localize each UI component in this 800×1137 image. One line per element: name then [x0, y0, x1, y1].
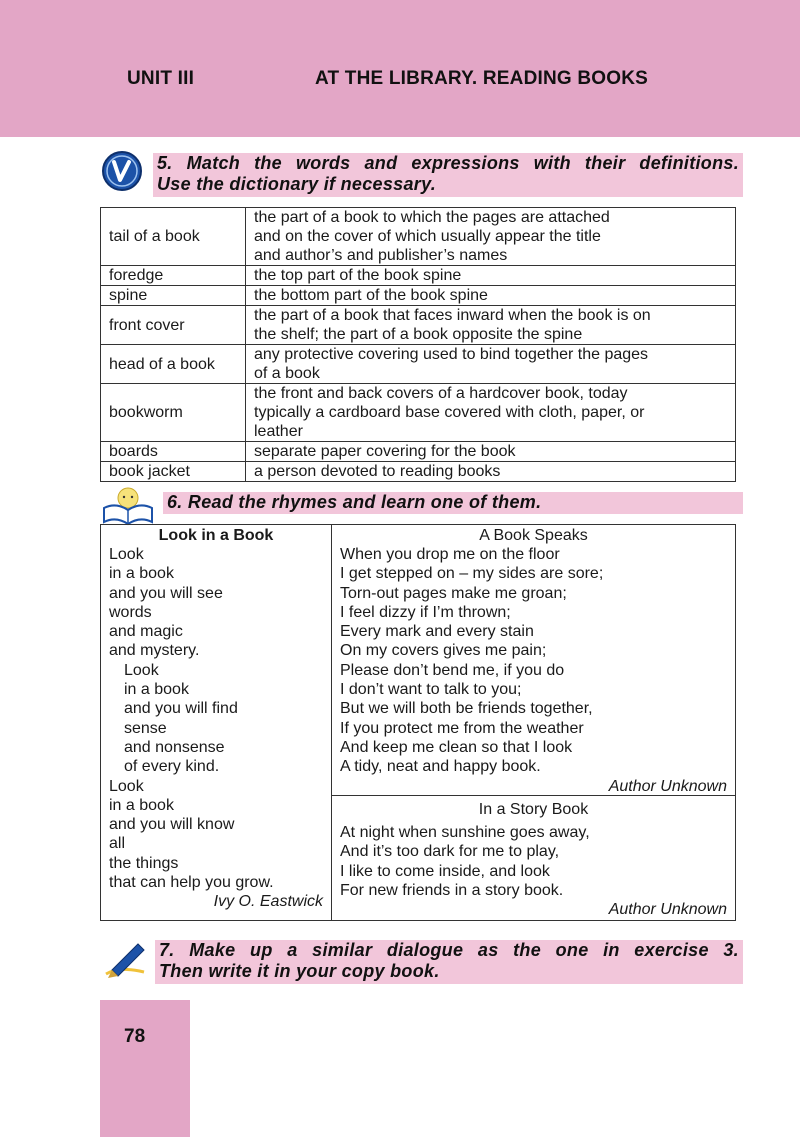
poem-line: and you will know [109, 816, 235, 834]
poem-line: Torn-out pages make me groan; [340, 584, 567, 602]
term-cell: boards [101, 442, 246, 462]
poem-line: of every kind. [124, 758, 220, 776]
footer-band [100, 1000, 190, 1137]
definition-line: of a book [254, 365, 320, 382]
unit-label: UNIT III [127, 68, 195, 89]
poem-3-lines [332, 823, 735, 900]
definition-line: typically a cardboard base covered with cloth, paper, or [254, 404, 645, 421]
definition-cell [246, 462, 736, 482]
task-5-line-1: 5. Match the words and expressions with their definitions. [157, 153, 739, 173]
term-cell: spine [101, 286, 246, 306]
table-row [101, 384, 736, 442]
definition-line: the bottom part of the book spine [254, 287, 488, 304]
definition-cell [246, 345, 736, 384]
term-cell: foredge [101, 266, 246, 286]
poem-line: When you drop me on the floor [340, 546, 560, 563]
poem-line: I like to come inside, and look [340, 862, 550, 880]
definition-cell [246, 384, 736, 442]
poem-line: the things [109, 854, 179, 872]
term-cell: bookworm [101, 384, 246, 442]
definition-cell [246, 286, 736, 306]
definition-line: the part of a book that faces inward when the book is on [254, 307, 651, 324]
poem-line: Look [124, 661, 159, 679]
poem-line: and nonsense [124, 738, 225, 756]
term-cell: tail of a book [101, 208, 246, 266]
poem-line: and mystery. [109, 642, 200, 660]
task-7-line-1: 7. Make up a similar dialogue as the one in exercise 3. [159, 940, 739, 960]
poem-line: And it’s too dark for me to play, [340, 843, 560, 861]
table-row [101, 462, 736, 482]
poem-line: Every mark and every stain [340, 623, 534, 641]
poem-1-title: Look in a Book [158, 527, 274, 544]
task-7-heading [155, 940, 743, 984]
definition-line: the top part of the book spine [254, 267, 462, 284]
poem-line: in a book [109, 565, 174, 583]
task-5-heading [153, 153, 743, 197]
definition-line: leather [254, 423, 303, 440]
poem-line: I get stepped on – my sides are sore; [340, 565, 604, 583]
task-7-line-2: Then write it in your copy book. [159, 961, 440, 981]
term-cell: front cover [101, 306, 246, 345]
poem-line: On my covers gives me pain; [340, 642, 547, 660]
task-5-line-2: Use the dictionary if necessary. [157, 174, 437, 194]
definition-line: the shelf; the part of a book opposite the spine [254, 326, 583, 343]
poem-line: I don’t want to talk to you; [340, 681, 522, 699]
poem-line: in a book [124, 681, 189, 699]
definition-line: the part of a book to which the pages are attached [254, 209, 610, 226]
term-cell: head of a book [101, 345, 246, 384]
task-6-heading [163, 492, 743, 514]
poem-line: in a book [109, 796, 174, 814]
definition-line: separate paper covering for the book [254, 443, 516, 460]
poem-line: and you will find [124, 700, 238, 718]
table-row [101, 286, 736, 306]
definition-cell [246, 266, 736, 286]
rhymes-table [100, 524, 736, 921]
poem-3-author: Author Unknown [608, 901, 727, 919]
page-number: 78 [124, 1026, 146, 1047]
pen-writing-icon [100, 940, 150, 980]
poem-line: Look [109, 546, 144, 563]
term-cell: book jacket [101, 462, 246, 482]
definition-cell [246, 442, 736, 462]
poem-line: For new friends in a story book. [340, 881, 564, 899]
poem-3-title: In a Story Book [478, 801, 589, 818]
definition-line: a person devoted to reading books [254, 463, 501, 480]
poem-1-author: Ivy O. Eastwick [213, 893, 323, 911]
poem-line: and you will see [109, 584, 223, 602]
poem-line: Look [109, 777, 144, 795]
task-6-line: 6. Read the rhymes and learn one of them. [167, 492, 542, 512]
poem-a-book-speaks [332, 526, 735, 795]
table-row [101, 266, 736, 286]
definition-line: the front and back covers of a hardcover book, today [254, 385, 628, 402]
poem-line: I feel dizzy if I’m thrown; [340, 603, 511, 621]
open-book-icon [100, 486, 156, 526]
table-row [101, 208, 736, 266]
poems-right-column [332, 525, 735, 920]
definition-cell [246, 208, 736, 266]
poem-line: But we will both be friends together, [340, 700, 593, 718]
definitions-table [100, 207, 736, 482]
poem-2-lines [332, 545, 735, 777]
definition-cell [246, 306, 736, 345]
poem-in-a-story-book [332, 800, 735, 919]
definition-line: and author’s and publisher’s names [254, 247, 508, 264]
poem-2-author: Author Unknown [608, 777, 727, 795]
definition-line: any protective covering used to bind together the pages [254, 346, 649, 363]
unit-title: AT THE LIBRARY. READING BOOKS [315, 68, 649, 89]
table-row [101, 306, 736, 345]
poem-look-in-a-book [101, 525, 332, 920]
poem-1-lines [101, 545, 331, 892]
poem-line: that can help you grow. [109, 874, 274, 892]
poem-line: and magic [109, 623, 183, 641]
poem-line: all [109, 835, 126, 853]
vocabulary-badge-icon [101, 150, 143, 192]
table-row [101, 345, 736, 384]
poem-line: At night when sunshine goes away, [340, 824, 590, 841]
poem-line: If you protect me from the weather [340, 719, 584, 737]
poem-line: And keep me clean so that I look [340, 738, 573, 756]
poem-2-title: A Book Speaks [479, 527, 588, 544]
poem-line: A tidy, neat and happy book. [340, 758, 541, 776]
poem-line: sense [124, 719, 167, 737]
poem-line: words [109, 603, 152, 621]
table-row [101, 442, 736, 462]
poem-line: Please don’t bend me, if you do [340, 661, 565, 679]
definition-line: and on the cover of which usually appear the title [254, 228, 601, 245]
